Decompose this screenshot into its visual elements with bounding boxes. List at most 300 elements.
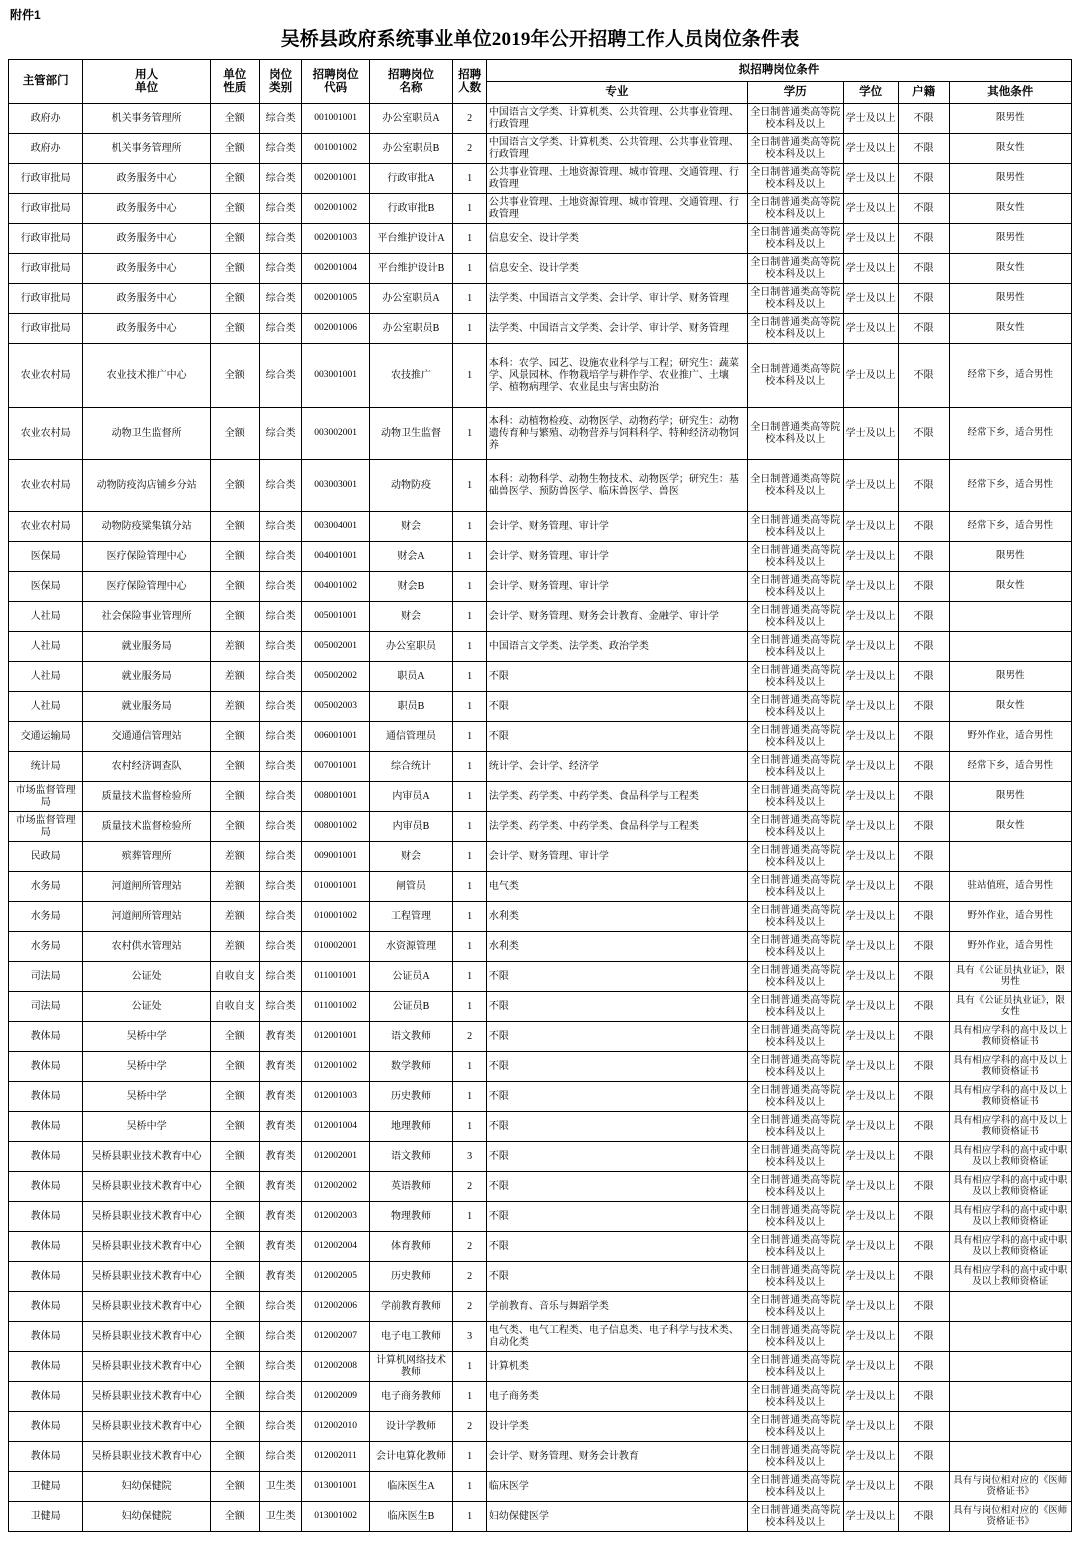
cell-nature: 全额 xyxy=(210,812,259,842)
cell-other: 具有相应学科的高中或中职及以上教师资格证 xyxy=(949,1172,1071,1202)
col-header-code-line1: 招聘岗位 xyxy=(312,68,359,81)
cell-household: 不限 xyxy=(898,1022,949,1052)
cell-dept: 人社局 xyxy=(9,602,83,632)
cell-position-name: 财会 xyxy=(369,512,453,542)
cell-household: 不限 xyxy=(898,1082,949,1112)
cell-other xyxy=(949,1352,1071,1382)
cell-headcount: 1 xyxy=(453,722,487,752)
cell-category: 综合类 xyxy=(259,164,302,194)
cell-education: 全日制普通类高等院校本科及以上 xyxy=(747,1082,843,1112)
cell-nature: 全额 xyxy=(210,572,259,602)
cell-household: 不限 xyxy=(898,1412,949,1442)
cell-dept: 行政审批局 xyxy=(9,314,83,344)
cell-position-name: 水资源管理 xyxy=(369,932,453,962)
cell-education: 全日制普通类高等院校本科及以上 xyxy=(747,460,843,512)
cell-nature: 差额 xyxy=(210,932,259,962)
cell-position-name: 职员B xyxy=(369,692,453,722)
cell-code: 002001002 xyxy=(302,194,369,224)
cell-education: 全日制普通类高等院校本科及以上 xyxy=(747,932,843,962)
table-row xyxy=(9,314,1072,344)
cell-education: 全日制普通类高等院校本科及以上 xyxy=(747,722,843,752)
cell-position-name: 闸管员 xyxy=(369,872,453,902)
cell-code: 002001005 xyxy=(302,284,369,314)
cell-category: 综合类 xyxy=(259,812,302,842)
col-header-nature-line2: 性质 xyxy=(223,81,247,94)
cell-code: 004001001 xyxy=(302,542,369,572)
cell-major: 信息安全、设计学类 xyxy=(486,254,747,284)
cell-household: 不限 xyxy=(898,662,949,692)
cell-degree: 学士及以上 xyxy=(843,224,898,254)
cell-dept: 水务局 xyxy=(9,932,83,962)
cell-position-name: 历史教师 xyxy=(369,1082,453,1112)
cell-nature: 全额 xyxy=(210,194,259,224)
cell-degree: 学士及以上 xyxy=(843,542,898,572)
table-row xyxy=(9,692,1072,722)
cell-major: 电气类 xyxy=(486,872,747,902)
table-row xyxy=(9,1082,1072,1112)
cell-household: 不限 xyxy=(898,572,949,602)
table-row xyxy=(9,1022,1072,1052)
cell-dept: 行政审批局 xyxy=(9,194,83,224)
cell-dept: 教体局 xyxy=(9,1142,83,1172)
cell-headcount: 2 xyxy=(453,1412,487,1442)
cell-dept: 交通运输局 xyxy=(9,722,83,752)
table-row xyxy=(9,164,1072,194)
cell-headcount: 1 xyxy=(453,542,487,572)
cell-major: 不限 xyxy=(486,1172,747,1202)
col-header-code xyxy=(302,60,369,104)
cell-degree: 学士及以上 xyxy=(843,1442,898,1472)
cell-major: 电气类、电气工程类、电子信息类、电子科学与技术类、自动化类 xyxy=(486,1322,747,1352)
cell-unit: 公证处 xyxy=(83,992,210,1022)
cell-code: 012002004 xyxy=(302,1232,369,1262)
cell-headcount: 3 xyxy=(453,1322,487,1352)
cell-unit: 吴桥县职业技术教育中心 xyxy=(83,1142,210,1172)
cell-position-name: 物理教师 xyxy=(369,1202,453,1232)
cell-category: 综合类 xyxy=(259,662,302,692)
cell-position-name: 会计电算化教师 xyxy=(369,1442,453,1472)
cell-education: 全日制普通类高等院校本科及以上 xyxy=(747,1352,843,1382)
cell-unit: 动物防疫沟店铺乡分站 xyxy=(83,460,210,512)
cell-category: 教育类 xyxy=(259,1262,302,1292)
cell-degree: 学士及以上 xyxy=(843,284,898,314)
cell-unit: 吴桥中学 xyxy=(83,1112,210,1142)
cell-dept: 教体局 xyxy=(9,1322,83,1352)
cell-code: 012002009 xyxy=(302,1382,369,1412)
cell-code: 012001004 xyxy=(302,1112,369,1142)
cell-other: 经常下乡，适合男性 xyxy=(949,512,1071,542)
cell-category: 教育类 xyxy=(259,1052,302,1082)
cell-major: 不限 xyxy=(486,1142,747,1172)
cell-position-name: 公证员B xyxy=(369,992,453,1022)
cell-code: 012002001 xyxy=(302,1142,369,1172)
cell-other xyxy=(949,1442,1071,1472)
table-row xyxy=(9,460,1072,512)
cell-unit: 吴桥县职业技术教育中心 xyxy=(83,1202,210,1232)
cell-category: 综合类 xyxy=(259,408,302,460)
cell-education: 全日制普通类高等院校本科及以上 xyxy=(747,134,843,164)
table-row xyxy=(9,1382,1072,1412)
cell-headcount: 1 xyxy=(453,1442,487,1472)
cell-degree: 学士及以上 xyxy=(843,992,898,1022)
cell-education: 全日制普通类高等院校本科及以上 xyxy=(747,572,843,602)
cell-position-name: 内审员A xyxy=(369,782,453,812)
cell-position-name: 办公室职员 xyxy=(369,632,453,662)
cell-major: 本科：动物科学、动物生物技术、动物医学；研究生：基础兽医学、预防兽医学、临床兽医学、兽医 xyxy=(486,460,747,512)
cell-major: 本科：农学、园艺、设施农业科学与工程；研究生：蔬菜学、风景园林、作物栽培学与耕作学、农业推广、土壤学、植物病理学、农业昆虫与害虫防治 xyxy=(486,344,747,408)
cell-household: 不限 xyxy=(898,344,949,408)
cell-category: 综合类 xyxy=(259,284,302,314)
table-row xyxy=(9,1232,1072,1262)
cell-nature: 差额 xyxy=(210,632,259,662)
cell-code: 012002002 xyxy=(302,1172,369,1202)
cell-nature: 全额 xyxy=(210,1172,259,1202)
cell-major: 不限 xyxy=(486,1202,747,1232)
cell-nature: 全额 xyxy=(210,134,259,164)
cell-education: 全日制普通类高等院校本科及以上 xyxy=(747,692,843,722)
cell-headcount: 3 xyxy=(453,1142,487,1172)
cell-nature: 全额 xyxy=(210,1262,259,1292)
cell-unit: 就业服务局 xyxy=(83,662,210,692)
cell-nature: 差额 xyxy=(210,872,259,902)
cell-major: 公共事业管理、土地资源管理、城市管理、交通管理、行政管理 xyxy=(486,194,747,224)
cell-category: 综合类 xyxy=(259,194,302,224)
cell-code: 011001001 xyxy=(302,962,369,992)
cell-education: 全日制普通类高等院校本科及以上 xyxy=(747,512,843,542)
cell-nature: 自收自支 xyxy=(210,962,259,992)
cell-degree: 学士及以上 xyxy=(843,1382,898,1412)
cell-position-name: 办公室职员B xyxy=(369,314,453,344)
cell-dept: 民政局 xyxy=(9,842,83,872)
cell-code: 010002001 xyxy=(302,932,369,962)
cell-degree: 学士及以上 xyxy=(843,1352,898,1382)
cell-category: 教育类 xyxy=(259,1112,302,1142)
cell-dept: 行政审批局 xyxy=(9,284,83,314)
cell-dept: 司法局 xyxy=(9,992,83,1022)
cell-category: 综合类 xyxy=(259,134,302,164)
cell-household: 不限 xyxy=(898,602,949,632)
cell-unit: 动物防疫粱集镇分站 xyxy=(83,512,210,542)
cell-headcount: 1 xyxy=(453,902,487,932)
cell-major: 会计学、财务管理、审计学 xyxy=(486,842,747,872)
cell-code: 004001002 xyxy=(302,572,369,602)
cell-dept: 行政审批局 xyxy=(9,164,83,194)
cell-headcount: 2 xyxy=(453,1232,487,1262)
cell-unit: 吴桥县职业技术教育中心 xyxy=(83,1382,210,1412)
cell-category: 综合类 xyxy=(259,1352,302,1382)
col-header-other: 其他条件 xyxy=(949,82,1071,104)
cell-dept: 农业农村局 xyxy=(9,408,83,460)
cell-household: 不限 xyxy=(898,1112,949,1142)
cell-dept: 卫健局 xyxy=(9,1502,83,1532)
cell-headcount: 1 xyxy=(453,194,487,224)
cell-code: 003001001 xyxy=(302,344,369,408)
cell-other xyxy=(949,632,1071,662)
cell-headcount: 2 xyxy=(453,1292,487,1322)
cell-headcount: 1 xyxy=(453,1052,487,1082)
cell-nature: 全额 xyxy=(210,752,259,782)
cell-major: 不限 xyxy=(486,662,747,692)
cell-degree: 学士及以上 xyxy=(843,1472,898,1502)
cell-code: 012002010 xyxy=(302,1412,369,1442)
cell-major: 法学类、药学类、中药学类、食品科学与工程类 xyxy=(486,782,747,812)
cell-dept: 农业农村局 xyxy=(9,344,83,408)
col-header-category-line2: 类别 xyxy=(269,81,293,94)
cell-category: 综合类 xyxy=(259,104,302,134)
cell-code: 003002001 xyxy=(302,408,369,460)
cell-nature: 全额 xyxy=(210,1442,259,1472)
cell-education: 全日制普通类高等院校本科及以上 xyxy=(747,1232,843,1262)
cell-education: 全日制普通类高等院校本科及以上 xyxy=(747,782,843,812)
cell-headcount: 1 xyxy=(453,224,487,254)
cell-unit: 吴桥县职业技术教育中心 xyxy=(83,1232,210,1262)
cell-major: 法学类、药学类、中药学类、食品科学与工程类 xyxy=(486,812,747,842)
cell-unit: 质量技术监督检验所 xyxy=(83,812,210,842)
cell-nature: 全额 xyxy=(210,1232,259,1262)
cell-dept: 教体局 xyxy=(9,1172,83,1202)
cell-unit: 政务服务中心 xyxy=(83,284,210,314)
cell-household: 不限 xyxy=(898,902,949,932)
cell-degree: 学士及以上 xyxy=(843,104,898,134)
cell-degree: 学士及以上 xyxy=(843,692,898,722)
cell-headcount: 1 xyxy=(453,254,487,284)
cell-dept: 统计局 xyxy=(9,752,83,782)
cell-position-name: 电子电工教师 xyxy=(369,1322,453,1352)
cell-major: 不限 xyxy=(486,722,747,752)
cell-other: 具有与岗位相对应的《医师资格证书》 xyxy=(949,1472,1071,1502)
cell-category: 综合类 xyxy=(259,254,302,284)
cell-household: 不限 xyxy=(898,1502,949,1532)
cell-major: 中国语言文学类、计算机类、公共管理、公共事业管理、行政管理 xyxy=(486,134,747,164)
cell-headcount: 1 xyxy=(453,1382,487,1412)
cell-position-name: 数学教师 xyxy=(369,1052,453,1082)
table-row xyxy=(9,962,1072,992)
cell-dept: 人社局 xyxy=(9,632,83,662)
cell-position-name: 地理教师 xyxy=(369,1112,453,1142)
cell-code: 012001002 xyxy=(302,1052,369,1082)
cell-household: 不限 xyxy=(898,1232,949,1262)
cell-unit: 机关事务管理所 xyxy=(83,104,210,134)
cell-category: 综合类 xyxy=(259,872,302,902)
cell-code: 010001002 xyxy=(302,902,369,932)
cell-category: 综合类 xyxy=(259,842,302,872)
cell-education: 全日制普通类高等院校本科及以上 xyxy=(747,602,843,632)
cell-education: 全日制普通类高等院校本科及以上 xyxy=(747,1322,843,1352)
cell-degree: 学士及以上 xyxy=(843,164,898,194)
cell-code: 005002002 xyxy=(302,662,369,692)
cell-nature: 差额 xyxy=(210,902,259,932)
cell-unit: 吴桥中学 xyxy=(83,1082,210,1112)
cell-degree: 学士及以上 xyxy=(843,1172,898,1202)
cell-position-name: 农技推广 xyxy=(369,344,453,408)
cell-code: 012001001 xyxy=(302,1022,369,1052)
cell-nature: 全额 xyxy=(210,1082,259,1112)
cell-dept: 教体局 xyxy=(9,1082,83,1112)
table-row xyxy=(9,722,1072,752)
cell-dept: 教体局 xyxy=(9,1442,83,1472)
cell-code: 002001004 xyxy=(302,254,369,284)
cell-household: 不限 xyxy=(898,992,949,1022)
cell-other: 经常下乡，适合男性 xyxy=(949,344,1071,408)
cell-nature: 自收自支 xyxy=(210,992,259,1022)
cell-education: 全日制普通类高等院校本科及以上 xyxy=(747,992,843,1022)
cell-degree: 学士及以上 xyxy=(843,932,898,962)
cell-nature: 全额 xyxy=(210,512,259,542)
cell-category: 教育类 xyxy=(259,1082,302,1112)
cell-major: 会计学、财务管理、财务会计教育、金融学、审计学 xyxy=(486,602,747,632)
cell-degree: 学士及以上 xyxy=(843,1292,898,1322)
cell-unit: 公证处 xyxy=(83,962,210,992)
cell-other: 驻站值班，适合男性 xyxy=(949,872,1071,902)
cell-household: 不限 xyxy=(898,1262,949,1292)
cell-nature: 全额 xyxy=(210,1202,259,1232)
cell-headcount: 1 xyxy=(453,408,487,460)
cell-position-name: 办公室职员A xyxy=(369,104,453,134)
cell-position-name: 职员A xyxy=(369,662,453,692)
cell-household: 不限 xyxy=(898,1172,949,1202)
cell-headcount: 2 xyxy=(453,134,487,164)
cell-position-name: 平台维护设计B xyxy=(369,254,453,284)
cell-position-name: 内审员B xyxy=(369,812,453,842)
cell-position-name: 财会 xyxy=(369,842,453,872)
cell-position-name: 通信管理员 xyxy=(369,722,453,752)
cell-code: 005002001 xyxy=(302,632,369,662)
cell-position-name: 英语教师 xyxy=(369,1172,453,1202)
cell-code: 001001001 xyxy=(302,104,369,134)
cell-dept: 司法局 xyxy=(9,962,83,992)
cell-position-name: 动物卫生监督 xyxy=(369,408,453,460)
table-row xyxy=(9,408,1072,460)
cell-household: 不限 xyxy=(898,284,949,314)
cell-nature: 全额 xyxy=(210,602,259,632)
cell-household: 不限 xyxy=(898,1202,949,1232)
col-header-category-line1: 岗位 xyxy=(269,68,293,81)
cell-headcount: 1 xyxy=(453,512,487,542)
cell-category: 卫生类 xyxy=(259,1502,302,1532)
cell-nature: 全额 xyxy=(210,1052,259,1082)
cell-nature: 全额 xyxy=(210,254,259,284)
cell-code: 008001001 xyxy=(302,782,369,812)
cell-headcount: 1 xyxy=(453,460,487,512)
cell-nature: 全额 xyxy=(210,782,259,812)
cell-headcount: 1 xyxy=(453,692,487,722)
cell-position-name: 办公室职员B xyxy=(369,134,453,164)
cell-education: 全日制普通类高等院校本科及以上 xyxy=(747,872,843,902)
cell-major: 临床医学 xyxy=(486,1472,747,1502)
cell-code: 012002006 xyxy=(302,1292,369,1322)
cell-major: 不限 xyxy=(486,1052,747,1082)
cell-dept: 人社局 xyxy=(9,662,83,692)
cell-unit: 政务服务中心 xyxy=(83,194,210,224)
cell-headcount: 2 xyxy=(453,104,487,134)
col-header-conditions-group: 拟招聘岗位条件 xyxy=(486,60,1071,82)
table-row xyxy=(9,932,1072,962)
cell-unit: 交通通信管理站 xyxy=(83,722,210,752)
cell-degree: 学士及以上 xyxy=(843,1262,898,1292)
table-row xyxy=(9,542,1072,572)
cell-code: 003004001 xyxy=(302,512,369,542)
cell-major: 电子商务类 xyxy=(486,1382,747,1412)
col-header-education: 学历 xyxy=(747,82,843,104)
cell-position-name: 财会 xyxy=(369,602,453,632)
cell-dept: 农业农村局 xyxy=(9,460,83,512)
cell-headcount: 2 xyxy=(453,1022,487,1052)
cell-major: 会计学、财务管理、审计学 xyxy=(486,542,747,572)
cell-other: 具有相应学科的高中及以上教师资格证书 xyxy=(949,1022,1071,1052)
cell-major: 设计学类 xyxy=(486,1412,747,1442)
cell-household: 不限 xyxy=(898,872,949,902)
cell-dept: 医保局 xyxy=(9,572,83,602)
cell-position-name: 体育教师 xyxy=(369,1232,453,1262)
table-row xyxy=(9,572,1072,602)
cell-degree: 学士及以上 xyxy=(843,1202,898,1232)
cell-headcount: 2 xyxy=(453,1262,487,1292)
cell-household: 不限 xyxy=(898,932,949,962)
cell-category: 综合类 xyxy=(259,722,302,752)
cell-code: 012001003 xyxy=(302,1082,369,1112)
cell-degree: 学士及以上 xyxy=(843,1022,898,1052)
cell-major: 不限 xyxy=(486,1232,747,1262)
cell-education: 全日制普通类高等院校本科及以上 xyxy=(747,1292,843,1322)
cell-major: 不限 xyxy=(486,1112,747,1142)
cell-headcount: 1 xyxy=(453,932,487,962)
cell-education: 全日制普通类高等院校本科及以上 xyxy=(747,1022,843,1052)
cell-education: 全日制普通类高等院校本科及以上 xyxy=(747,1382,843,1412)
cell-education: 全日制普通类高等院校本科及以上 xyxy=(747,1472,843,1502)
col-header-unit-line1: 用人 xyxy=(135,68,159,81)
cell-headcount: 1 xyxy=(453,812,487,842)
cell-category: 综合类 xyxy=(259,932,302,962)
cell-degree: 学士及以上 xyxy=(843,1232,898,1262)
cell-education: 全日制普通类高等院校本科及以上 xyxy=(747,752,843,782)
cell-category: 综合类 xyxy=(259,1322,302,1352)
cell-other: 限女性 xyxy=(949,812,1071,842)
cell-unit: 政务服务中心 xyxy=(83,254,210,284)
cell-major: 法学类、中国语言文学类、会计学、审计学、财务管理 xyxy=(486,284,747,314)
cell-category: 综合类 xyxy=(259,572,302,602)
cell-unit: 就业服务局 xyxy=(83,632,210,662)
cell-other: 经常下乡，适合男性 xyxy=(949,752,1071,782)
cell-unit: 机关事务管理所 xyxy=(83,134,210,164)
cell-headcount: 1 xyxy=(453,1082,487,1112)
cell-major: 公共事业管理、土地资源管理、城市管理、交通管理、行政管理 xyxy=(486,164,747,194)
cell-headcount: 1 xyxy=(453,602,487,632)
cell-code: 002001003 xyxy=(302,224,369,254)
cell-major: 中国语言文学类、计算机类、公共管理、公共事业管理、行政管理 xyxy=(486,104,747,134)
cell-nature: 全额 xyxy=(210,1352,259,1382)
table-row xyxy=(9,1412,1072,1442)
cell-dept: 人社局 xyxy=(9,692,83,722)
cell-other: 限女性 xyxy=(949,254,1071,284)
cell-other: 具有相应学科的高中或中职及以上教师资格证 xyxy=(949,1202,1071,1232)
cell-headcount: 1 xyxy=(453,1112,487,1142)
cell-degree: 学士及以上 xyxy=(843,314,898,344)
cell-position-name: 计算机网络技术教师 xyxy=(369,1352,453,1382)
cell-education: 全日制普通类高等院校本科及以上 xyxy=(747,408,843,460)
cell-other: 具有相应学科的高中及以上教师资格证书 xyxy=(949,1052,1071,1082)
cell-headcount: 1 xyxy=(453,1202,487,1232)
cell-unit: 河道闸所管理站 xyxy=(83,872,210,902)
cell-unit: 动物卫生监督所 xyxy=(83,408,210,460)
cell-code: 012002005 xyxy=(302,1262,369,1292)
col-header-dept: 主管部门 xyxy=(9,60,83,104)
cell-unit: 河道闸所管理站 xyxy=(83,902,210,932)
cell-position-name: 行政审批A xyxy=(369,164,453,194)
cell-category: 教育类 xyxy=(259,1202,302,1232)
cell-position-name: 临床医生B xyxy=(369,1502,453,1532)
cell-unit: 吴桥县职业技术教育中心 xyxy=(83,1442,210,1472)
cell-household: 不限 xyxy=(898,254,949,284)
